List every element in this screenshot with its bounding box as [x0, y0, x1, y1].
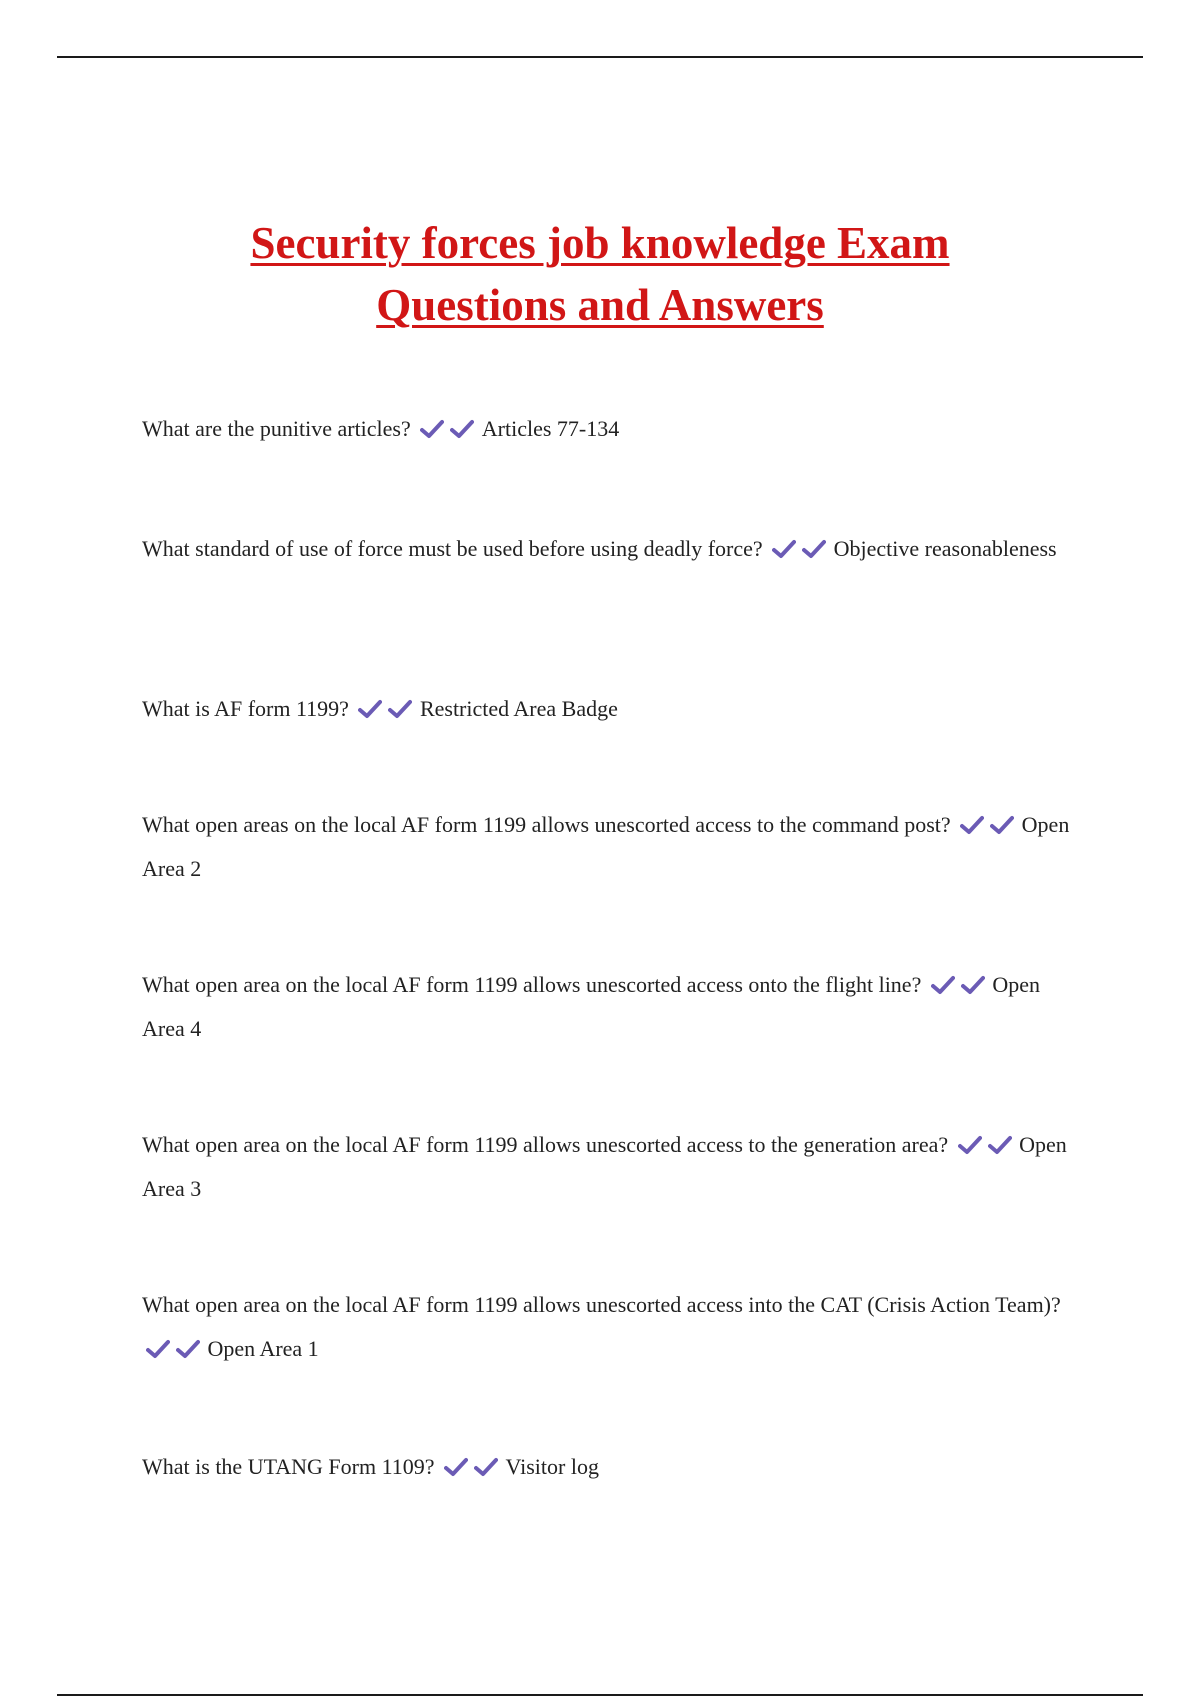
checkmark-icon [960, 815, 984, 835]
document-title [0, 212, 1200, 336]
question-text: What open area on the local AF form 1199 allows unescorted access into the CAT (Crisis Action Team)? [142, 1292, 1061, 1317]
qa-item [142, 803, 1072, 891]
answer-text: Objective reasonableness [833, 536, 1057, 561]
qa-item [142, 407, 1072, 451]
question-text: What open areas on the local AF form 1199 allows unescorted access to the command post? [142, 812, 951, 837]
answer-text: Open Area 3 [142, 1132, 1067, 1201]
checkmark-icon [961, 975, 985, 995]
checkmark-icon [450, 419, 474, 439]
checkmark-icon [958, 1135, 982, 1155]
title-line-2: Questions and Answers [376, 280, 824, 330]
question-text: What is the UTANG Form 1109? [142, 1454, 435, 1479]
qa-item [142, 1283, 1072, 1371]
answer-text: Articles 77-134 [481, 416, 620, 441]
checkmark-icon [931, 975, 955, 995]
qa-item [142, 1445, 1072, 1489]
answer-text: Open Area 4 [142, 972, 1040, 1041]
checkmark-icon [990, 815, 1014, 835]
answer-text: Open Area 1 [207, 1336, 319, 1361]
checkmark-icon [176, 1339, 200, 1359]
question-text: What open area on the local AF form 1199 allows unescorted access to the generation area? [142, 1132, 949, 1157]
top-divider [57, 56, 1143, 58]
checkmark-icon [420, 419, 444, 439]
question-text: What open area on the local AF form 1199 allows unescorted access onto the flight line? [142, 972, 922, 997]
checkmark-icon [802, 539, 826, 559]
title-line-1: Security forces job knowledge Exam [250, 218, 950, 268]
checkmark-icon [146, 1339, 170, 1359]
answer-text: Open Area 2 [142, 812, 1070, 881]
qa-item [142, 1123, 1072, 1211]
answer-text: Restricted Area Badge [419, 696, 618, 721]
question-text: What is AF form 1199? [142, 696, 349, 721]
qa-item [142, 527, 1072, 571]
qa-item [142, 687, 1072, 731]
checkmark-icon [388, 699, 412, 719]
checkmark-icon [444, 1457, 468, 1477]
answer-text: Visitor log [505, 1454, 599, 1479]
question-text: What are the punitive articles? [142, 416, 411, 441]
qa-item [142, 963, 1072, 1051]
checkmark-icon [988, 1135, 1012, 1155]
checkmark-icon [772, 539, 796, 559]
question-text: What standard of use of force must be used before using deadly force? [142, 536, 763, 561]
bottom-divider [57, 1694, 1143, 1696]
checkmark-icon [474, 1457, 498, 1477]
checkmark-icon [358, 699, 382, 719]
